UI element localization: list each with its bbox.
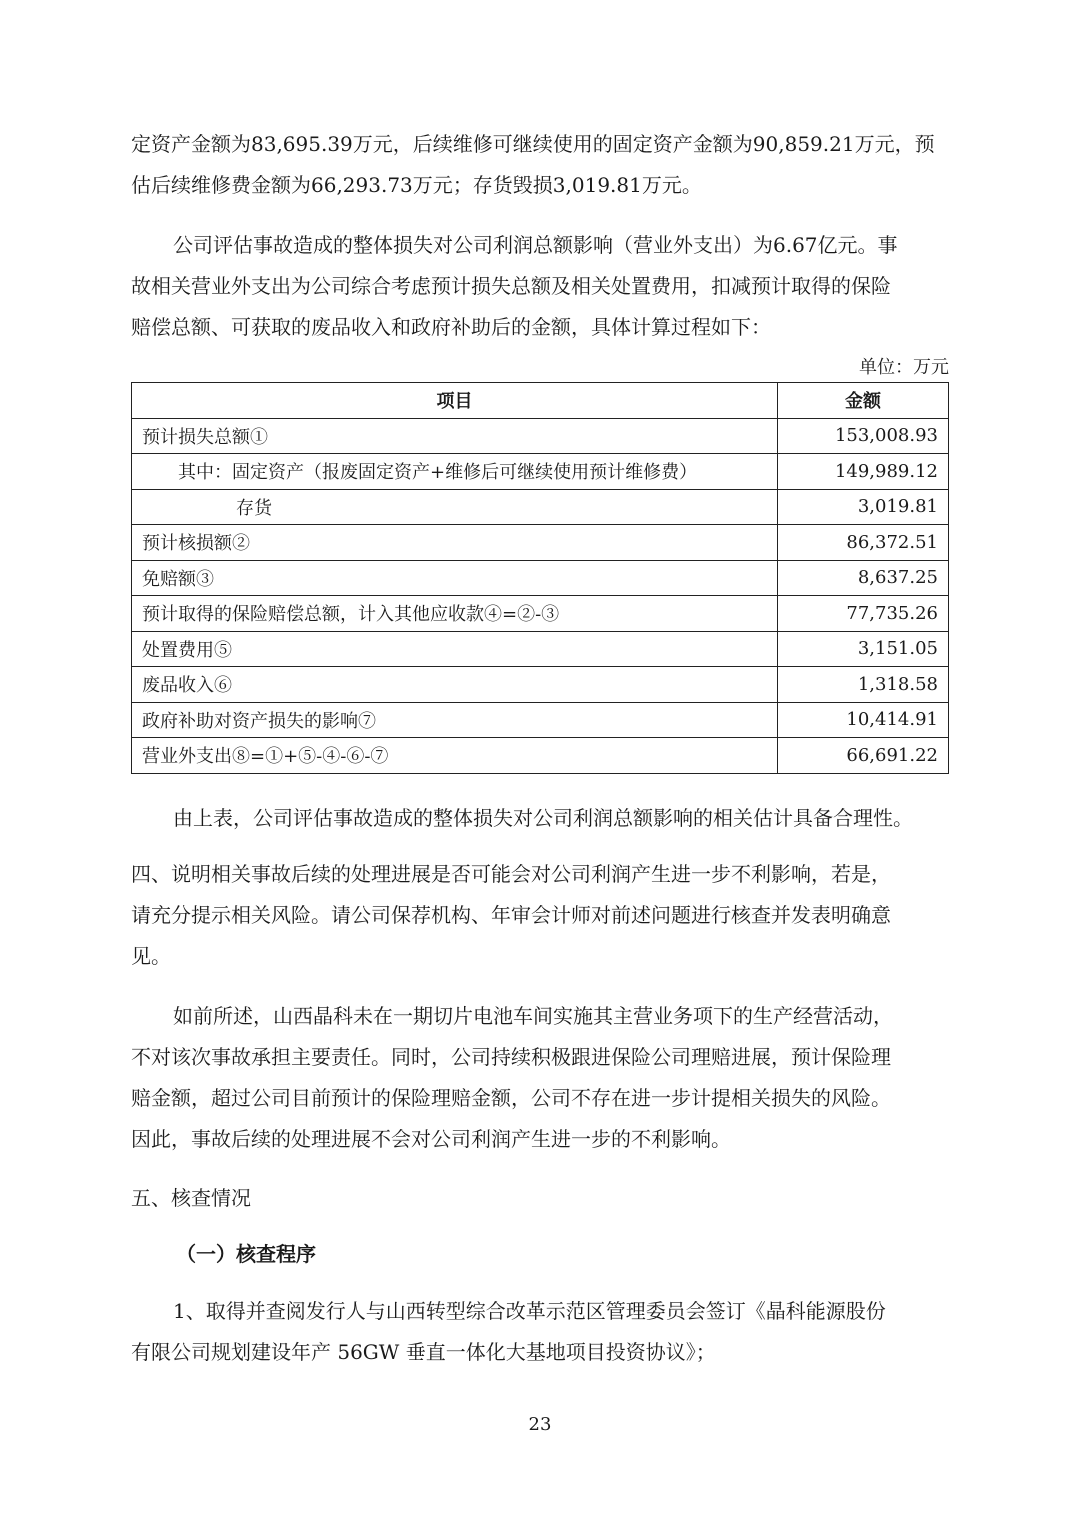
text-line: 估后续维修费金额为66,293.73万元；存货毁损3,019.81万元。 (131, 173, 702, 197)
row-item: 免赔额③ (132, 560, 778, 596)
row-amount: 8,637.25 (778, 560, 949, 596)
row-amount: 153,008.93 (778, 418, 949, 454)
column-header-item: 项目 (132, 383, 778, 419)
paragraph-follow-up (131, 996, 949, 1160)
row-amount: 149,989.12 (778, 454, 949, 490)
loss-calculation-table (131, 382, 949, 774)
text-line: 定资产金额为83,695.39万元，后续维修可继续使用的固定资产金额为90,859.21万元，预 (131, 132, 935, 156)
text-line: 公司评估事故造成的整体损失对公司利润总额影响（营业外支出）为6.67亿元。事 (173, 233, 898, 257)
row-amount: 10,414.91 (778, 702, 949, 738)
text-line: 1、取得并查阅发行人与山西转型综合改革示范区管理委员会签订《晶科能源股份 (173, 1299, 886, 1323)
row-amount: 3,019.81 (778, 489, 949, 525)
text-line: 由上表，公司评估事故造成的整体损失对公司利润总额影响的相关估计具备合理性。 (173, 806, 913, 830)
section-heading-five (131, 1178, 949, 1219)
row-item: 处置费用⑤ (132, 631, 778, 667)
table-row (132, 454, 949, 490)
paragraph-table-conclusion (131, 798, 949, 839)
row-item: 预计核损额② (132, 525, 778, 561)
section-heading-four (131, 854, 949, 977)
row-item: 预计损失总额① (132, 418, 778, 454)
row-amount: 66,691.22 (778, 738, 949, 774)
text-line: 如前所述，山西晶科未在一期切片电池车间实施其主营业务项下的生产经营活动， (173, 1004, 893, 1028)
table-row (132, 489, 949, 525)
page-number: 23 (528, 1414, 552, 1435)
table-unit-label: 单位：万元 (859, 357, 949, 378)
paragraph-procedure-1 (131, 1291, 949, 1373)
row-item: 存货 (132, 489, 778, 525)
text-line: 因此，事故后续的处理进展不会对公司利润产生进一步的不利影响。 (131, 1127, 731, 1151)
text-line: 请充分提示相关风险。请公司保荐机构、年审会计师对前述问题进行核查并发表明确意 (131, 903, 891, 927)
table-row (132, 525, 949, 561)
table-header-row (132, 383, 949, 419)
row-amount: 86,372.51 (778, 525, 949, 561)
row-amount: 1,318.58 (778, 667, 949, 703)
text-line: 不对该次事故承担主要责任。同时，公司持续积极跟进保险公司理赔进展，预计保险理 (131, 1045, 891, 1069)
row-item: 政府补助对资产损失的影响⑦ (132, 702, 778, 738)
row-item: 其中：固定资产（报废固定资产+维修后可继续使用预计维修费） (132, 454, 778, 490)
paragraph-loss-estimate (131, 225, 949, 348)
text-line: 五、核查情况 (131, 1186, 251, 1210)
text-line: 见。 (131, 944, 171, 968)
row-item: 营业外支出⑧=①+⑤-④-⑥-⑦ (132, 738, 778, 774)
row-item: 废品收入⑥ (132, 667, 778, 703)
table-row (132, 738, 949, 774)
table-row (132, 702, 949, 738)
column-header-amount: 金额 (778, 383, 949, 419)
table-row (132, 418, 949, 454)
text-line: 赔偿总额、可获取的废品收入和政府补助后的金额，具体计算过程如下： (131, 315, 771, 339)
subsection-heading: （一）核查程序 (176, 1242, 316, 1266)
paragraph-fixed-assets (131, 124, 949, 206)
row-amount: 77,735.26 (778, 596, 949, 632)
text-line: 四、说明相关事故后续的处理进展是否可能会对公司利润产生进一步不利影响，若是， (131, 862, 891, 886)
table-row (132, 560, 949, 596)
row-item: 预计取得的保险赔偿总额，计入其他应收款④=②-③ (132, 596, 778, 632)
text-line: 有限公司规划建设年产 56GW 垂直一体化大基地项目投资协议》； (131, 1340, 716, 1364)
text-line: 赔金额，超过公司目前预计的保险理赔金额，公司不存在进一步计提相关损失的风险。 (131, 1086, 891, 1110)
table-row (132, 631, 949, 667)
row-amount: 3,151.05 (778, 631, 949, 667)
text-line: 故相关营业外支出为公司综合考虑预计损失总额及相关处置费用，扣减预计取得的保险 (131, 274, 891, 298)
table-row (132, 596, 949, 632)
table-row (132, 667, 949, 703)
